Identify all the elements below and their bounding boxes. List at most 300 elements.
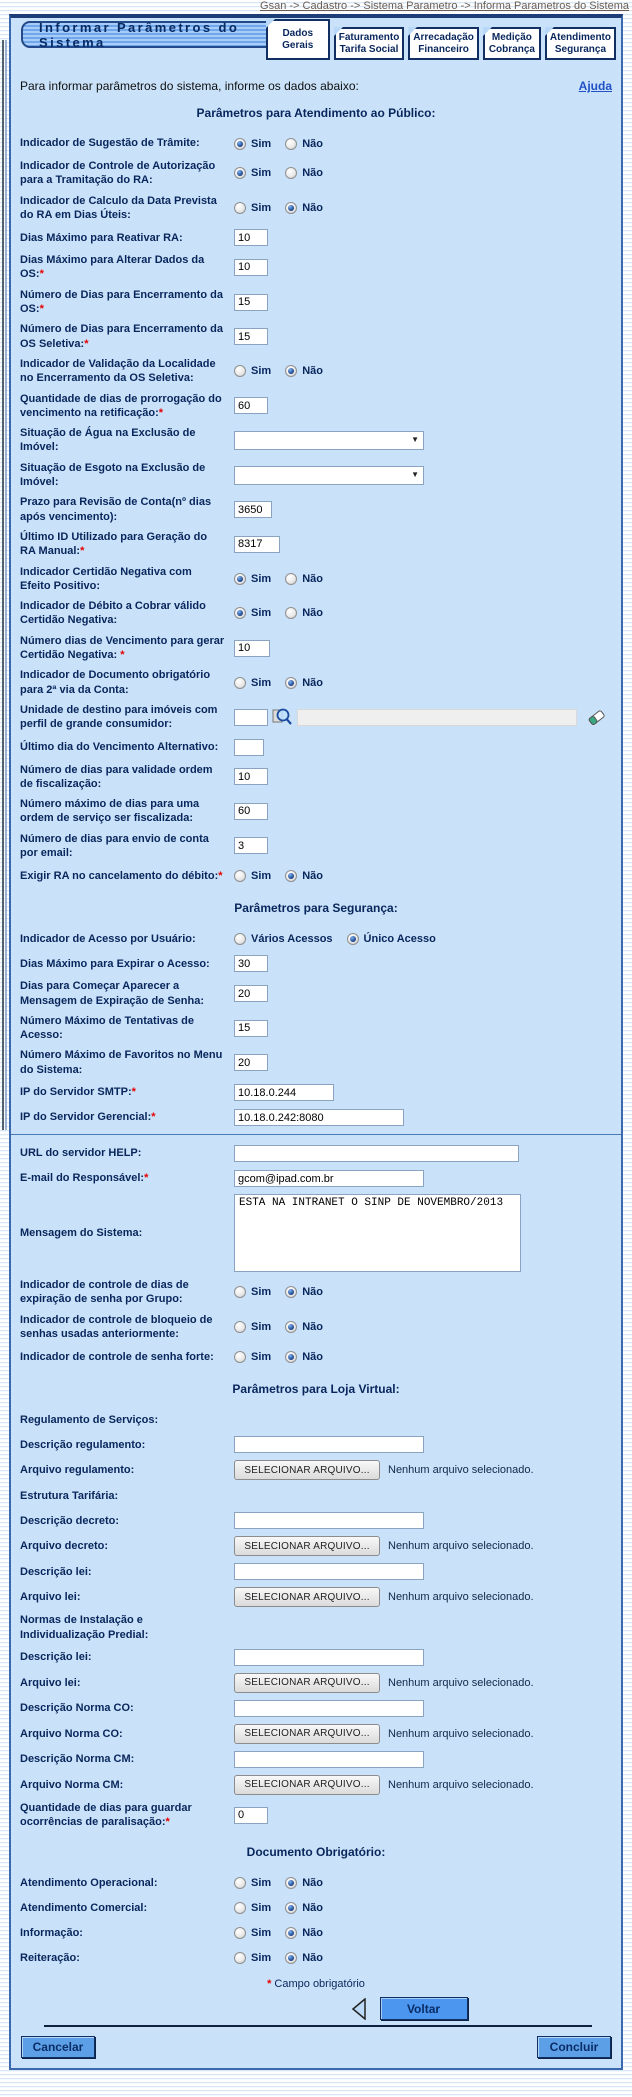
field-label-text: Descrição lei: bbox=[20, 1565, 92, 1578]
field-label-text: Informação: bbox=[20, 1926, 83, 1939]
field-label-text: Número máximo de dias para uma ordem de serviço ser fiscalizada: bbox=[20, 798, 200, 825]
field-label bbox=[20, 1951, 225, 1965]
text-input[interactable] bbox=[234, 259, 268, 276]
form-row bbox=[14, 354, 618, 389]
field-label bbox=[20, 357, 225, 386]
form-row bbox=[14, 423, 618, 458]
form-row bbox=[14, 562, 618, 597]
required-asterisk: * bbox=[131, 1086, 136, 1099]
form-row bbox=[14, 700, 618, 735]
radio-label: Não bbox=[302, 137, 323, 150]
required-asterisk: * bbox=[144, 1172, 149, 1185]
system-message-textarea[interactable] bbox=[234, 1194, 521, 1272]
field-label-text: E-mail do Responsável: bbox=[20, 1172, 145, 1185]
required-asterisk: * bbox=[165, 1816, 170, 1829]
text-input[interactable] bbox=[234, 803, 268, 820]
frame-border-left bbox=[2, 40, 4, 1130]
radio-button[interactable] bbox=[285, 1321, 297, 1333]
form-row bbox=[14, 1721, 618, 1747]
radio-button[interactable] bbox=[234, 573, 246, 585]
field-control bbox=[234, 294, 268, 311]
field-control bbox=[234, 1170, 424, 1187]
search-icon[interactable] bbox=[272, 707, 293, 727]
unit-code-input[interactable] bbox=[234, 709, 268, 726]
form-row bbox=[14, 665, 618, 700]
field-control bbox=[234, 607, 337, 619]
field-label-text: URL do servidor HELP: bbox=[20, 1147, 142, 1160]
field-label bbox=[20, 703, 225, 732]
file-status-text: Nenhum arquivo selecionado. bbox=[388, 1727, 534, 1740]
section-title: Parâmetros para Segurança: bbox=[234, 901, 398, 916]
form-row bbox=[14, 1610, 618, 1645]
field-control bbox=[234, 202, 337, 214]
select-file-button[interactable]: SELECIONAR ARQUIVO... bbox=[234, 1775, 380, 1795]
section-header bbox=[14, 1845, 618, 1859]
field-control bbox=[234, 167, 337, 179]
form-row bbox=[14, 951, 618, 976]
field-label bbox=[20, 159, 225, 188]
form-row bbox=[14, 596, 618, 631]
form-row bbox=[14, 1275, 618, 1310]
radio-label: Não bbox=[302, 1350, 323, 1363]
form-row bbox=[14, 829, 618, 864]
field-label bbox=[20, 1676, 225, 1690]
form-row bbox=[14, 760, 618, 795]
text-input[interactable] bbox=[234, 1807, 268, 1824]
form-row bbox=[14, 1310, 618, 1345]
radio-button[interactable] bbox=[285, 607, 297, 619]
field-label bbox=[20, 426, 225, 455]
select-value bbox=[235, 471, 238, 483]
radio-label: Sim bbox=[251, 572, 272, 585]
form-row bbox=[14, 1191, 618, 1275]
form-row bbox=[14, 319, 618, 354]
radio-label: Sim bbox=[251, 1320, 272, 1333]
file-status-text: Nenhum arquivo selecionado. bbox=[388, 1540, 534, 1553]
field-control bbox=[234, 1194, 521, 1272]
text-input[interactable] bbox=[234, 1145, 519, 1162]
field-label-text: Número Máximo de Favoritos no Menu do Sistema: bbox=[20, 1049, 223, 1076]
text-input[interactable] bbox=[234, 1751, 424, 1768]
section-title: Documento Obrigatório: bbox=[246, 1845, 386, 1860]
text-input[interactable] bbox=[234, 955, 268, 972]
text-input[interactable] bbox=[234, 1020, 268, 1037]
tab-atendimento-seguranca[interactable] bbox=[545, 27, 616, 60]
text-input[interactable] bbox=[234, 1436, 424, 1453]
field-control bbox=[234, 640, 270, 657]
radio-button[interactable] bbox=[234, 1321, 246, 1333]
form-row bbox=[14, 1105, 618, 1130]
radio-button[interactable] bbox=[285, 1286, 297, 1298]
field-label-text: Regulamento de Serviços: bbox=[20, 1413, 159, 1426]
form-row bbox=[14, 1584, 618, 1610]
select-file-button[interactable]: SELECIONAR ARQUIVO... bbox=[234, 1460, 380, 1480]
field-control bbox=[234, 1927, 337, 1939]
text-input[interactable] bbox=[234, 1649, 424, 1666]
radio-button[interactable] bbox=[285, 1877, 297, 1889]
form-row bbox=[14, 1798, 618, 1833]
tab-label: Segurança bbox=[554, 43, 607, 55]
form-row bbox=[14, 250, 618, 285]
form-row bbox=[14, 191, 618, 226]
radio-label: Não bbox=[302, 869, 323, 882]
file-status-text: Nenhum arquivo selecionado. bbox=[388, 1464, 534, 1477]
form-row bbox=[14, 1432, 618, 1457]
field-label bbox=[20, 1701, 225, 1715]
text-input[interactable] bbox=[234, 768, 268, 785]
file-status-text: Nenhum arquivo selecionado. bbox=[388, 1591, 534, 1604]
select-file-button[interactable]: SELECIONAR ARQUIVO... bbox=[234, 1673, 380, 1693]
radio-button[interactable] bbox=[234, 1286, 246, 1298]
field-label-text: Descrição decreto: bbox=[20, 1514, 120, 1527]
field-label-text: Indicador de controle de dias de expiração de senha por Grupo: bbox=[20, 1279, 189, 1306]
field-control bbox=[234, 1145, 519, 1162]
field-label bbox=[20, 1801, 225, 1830]
radio-button[interactable] bbox=[234, 138, 246, 150]
field-label bbox=[20, 1727, 225, 1741]
field-control bbox=[234, 985, 268, 1002]
radio-button[interactable] bbox=[234, 933, 246, 945]
help-link[interactable]: Ajuda bbox=[578, 79, 612, 93]
text-input[interactable] bbox=[234, 1512, 424, 1529]
voltar-button[interactable]: Voltar bbox=[380, 1997, 468, 2020]
radio-button[interactable] bbox=[234, 677, 246, 689]
radio-button[interactable] bbox=[234, 1351, 246, 1363]
radio-button[interactable] bbox=[234, 202, 246, 214]
form-row bbox=[14, 1696, 618, 1721]
field-label bbox=[20, 1438, 225, 1452]
field-label-text: Situação de Água na Exclusão de Imóvel: bbox=[20, 427, 196, 454]
text-input[interactable] bbox=[234, 1170, 424, 1187]
field-control bbox=[234, 1436, 424, 1453]
field-label bbox=[20, 392, 225, 421]
field-control bbox=[234, 259, 268, 276]
form-row bbox=[14, 131, 618, 156]
field-control bbox=[234, 933, 450, 945]
field-control bbox=[234, 1807, 268, 1824]
text-input[interactable] bbox=[234, 229, 268, 246]
field-label bbox=[20, 1463, 225, 1477]
field-label-text: Número dias de Vencimento para gerar Certidão Negativa: bbox=[20, 634, 225, 662]
field-label bbox=[20, 599, 225, 628]
tab-bar bbox=[266, 19, 616, 60]
radio-label: Sim bbox=[251, 1901, 272, 1914]
form-row bbox=[14, 1457, 618, 1483]
radio-button[interactable] bbox=[285, 167, 297, 179]
field-control bbox=[234, 1775, 534, 1795]
radio-label: Sim bbox=[251, 201, 272, 214]
section-divider bbox=[11, 1134, 621, 1135]
tab-dados-gerais[interactable] bbox=[266, 19, 330, 60]
select-file-button[interactable]: SELECIONAR ARQUIVO... bbox=[234, 1536, 380, 1556]
text-input[interactable] bbox=[234, 294, 268, 311]
form-row bbox=[14, 1772, 618, 1798]
field-label bbox=[20, 832, 225, 861]
tab-faturamento-tarifa-social[interactable] bbox=[334, 27, 405, 60]
required-asterisk: * bbox=[267, 1978, 272, 1991]
required-note-text: Campo obrigatório bbox=[274, 1978, 365, 1991]
field-control bbox=[234, 707, 606, 727]
form-rows bbox=[14, 106, 618, 1970]
field-label bbox=[20, 797, 225, 826]
field-label bbox=[20, 1171, 225, 1185]
radio-label: Sim bbox=[251, 607, 272, 620]
radio-button[interactable] bbox=[234, 1927, 246, 1939]
field-label bbox=[20, 932, 225, 946]
tab-medicao-cobranca[interactable] bbox=[483, 27, 541, 60]
radio-label: Sim bbox=[251, 1951, 272, 1964]
radio-label: Não bbox=[302, 572, 323, 585]
field-control bbox=[234, 1724, 534, 1744]
field-label bbox=[20, 1926, 225, 1940]
field-control bbox=[234, 768, 268, 785]
text-input[interactable] bbox=[234, 501, 272, 518]
tab-label: Arrecadação bbox=[413, 31, 474, 43]
field-control bbox=[234, 328, 268, 345]
radio-button[interactable] bbox=[234, 1952, 246, 1964]
field-control bbox=[234, 739, 264, 756]
tab-arrecadacao-financeiro[interactable] bbox=[408, 27, 479, 60]
field-control bbox=[234, 1649, 424, 1666]
radio-button[interactable] bbox=[234, 167, 246, 179]
radio-button[interactable] bbox=[285, 573, 297, 585]
field-control bbox=[234, 1700, 424, 1717]
radio-label: Único Acesso bbox=[363, 932, 436, 945]
text-input[interactable] bbox=[234, 837, 268, 854]
radio-button[interactable] bbox=[285, 870, 297, 882]
radio-button[interactable] bbox=[285, 1902, 297, 1914]
field-label-text: Dias Máximo para Reativar RA: bbox=[20, 231, 183, 244]
tab-label: Cobrança bbox=[488, 43, 535, 55]
chevron-down-icon: ▼ bbox=[411, 434, 419, 444]
field-label-text: Indicador de Calculo da Data Prevista do RA em Dias Úteis: bbox=[20, 194, 217, 221]
radio-label: Não bbox=[302, 1951, 323, 1964]
radio-label: Sim bbox=[251, 1350, 272, 1363]
field-label-text: Atendimento Comercial: bbox=[20, 1901, 148, 1914]
radio-label: Não bbox=[302, 1876, 323, 1889]
radio-label: Sim bbox=[251, 1876, 272, 1889]
radio-button[interactable] bbox=[234, 1877, 246, 1889]
form-row bbox=[14, 976, 618, 1011]
field-control bbox=[234, 365, 337, 377]
breadcrumb-trail-link[interactable]: Gsan -> Cadastro -> Sistema Parametro -> Informa Parametros do Sistema bbox=[260, 0, 629, 12]
radio-button[interactable] bbox=[234, 607, 246, 619]
text-input[interactable] bbox=[234, 985, 268, 1002]
field-label-text: Descrição Norma CM: bbox=[20, 1753, 135, 1766]
field-control bbox=[234, 431, 424, 450]
field-label-text: Estrutura Tarifária: bbox=[20, 1489, 119, 1502]
field-control bbox=[234, 677, 337, 689]
field-label bbox=[20, 1278, 225, 1307]
field-label bbox=[20, 1350, 225, 1364]
field-label-text: Reiteração: bbox=[20, 1951, 80, 1964]
field-label bbox=[20, 1590, 225, 1604]
radio-label: Sim bbox=[251, 167, 272, 180]
cancel-button[interactable]: Cancelar bbox=[21, 2036, 95, 2058]
radio-button[interactable] bbox=[285, 138, 297, 150]
field-label bbox=[20, 1048, 225, 1077]
radio-button[interactable] bbox=[285, 365, 297, 377]
select-dropdown[interactable] bbox=[234, 431, 424, 450]
text-input[interactable] bbox=[234, 536, 280, 553]
back-row bbox=[14, 1997, 618, 2020]
field-label bbox=[20, 1876, 225, 1890]
field-control bbox=[234, 1512, 424, 1529]
field-label bbox=[20, 1752, 225, 1766]
field-label bbox=[20, 1226, 225, 1240]
radio-label: Não bbox=[302, 365, 323, 378]
radio-label: Não bbox=[302, 1901, 323, 1914]
field-control bbox=[234, 573, 337, 585]
text-input[interactable] bbox=[234, 1563, 424, 1580]
text-input[interactable] bbox=[234, 640, 270, 657]
text-input[interactable] bbox=[234, 328, 268, 345]
text-input[interactable] bbox=[234, 1109, 404, 1126]
form-row bbox=[14, 1483, 618, 1508]
radio-button[interactable] bbox=[285, 1927, 297, 1939]
form-row bbox=[14, 458, 618, 493]
field-label-text: Indicador de controle de senha forte: bbox=[20, 1350, 214, 1363]
field-control bbox=[234, 466, 424, 485]
text-input[interactable] bbox=[234, 1054, 268, 1071]
tab-label: Dados bbox=[282, 27, 314, 39]
radio-button[interactable] bbox=[234, 870, 246, 882]
back-arrow-icon[interactable] bbox=[350, 1998, 366, 2020]
section-header bbox=[14, 901, 618, 915]
text-input[interactable] bbox=[234, 397, 268, 414]
form-row bbox=[14, 1920, 618, 1945]
tab-label: Faturamento bbox=[338, 31, 400, 43]
header-row bbox=[14, 18, 618, 66]
form-row bbox=[14, 1141, 618, 1166]
field-control bbox=[234, 1020, 268, 1037]
select-file-button[interactable]: SELECIONAR ARQUIVO... bbox=[234, 1587, 380, 1607]
conclude-button[interactable]: Concluir bbox=[537, 2036, 611, 2058]
field-label-text: Mensagem do Sistema: bbox=[20, 1226, 143, 1239]
field-control bbox=[234, 1054, 268, 1071]
radio-button[interactable] bbox=[234, 1902, 246, 1914]
field-label-text: Último dia do Vencimento Alternativo: bbox=[20, 740, 219, 753]
required-asterisk: * bbox=[151, 1111, 156, 1124]
field-control bbox=[234, 1952, 337, 1964]
field-label bbox=[20, 668, 225, 697]
section-title: Parâmetros para Loja Virtual: bbox=[232, 1382, 400, 1397]
field-label-text: Indicador de Débito a Cobrar válido Certidão Negativa: bbox=[20, 600, 206, 627]
field-label bbox=[20, 1613, 225, 1642]
field-label bbox=[20, 194, 225, 223]
field-control bbox=[234, 1587, 534, 1607]
radio-label: Não bbox=[302, 607, 323, 620]
form-row bbox=[14, 1670, 618, 1696]
field-control bbox=[234, 536, 280, 553]
text-input[interactable] bbox=[234, 1084, 334, 1101]
field-label-text: Indicador de Validação da Localidade no Encerramento da OS Seletiva: bbox=[20, 357, 216, 385]
field-label-text: IP do Servidor Gerencial: bbox=[20, 1111, 152, 1124]
form-row bbox=[14, 1747, 618, 1772]
form-row bbox=[14, 1895, 618, 1920]
field-label bbox=[20, 1565, 225, 1579]
radio-button[interactable] bbox=[285, 677, 297, 689]
field-label bbox=[20, 1489, 225, 1503]
field-control bbox=[234, 501, 272, 518]
form-row bbox=[14, 492, 618, 527]
field-label bbox=[20, 495, 225, 524]
field-label-text: IP do Servidor SMTP: bbox=[20, 1086, 132, 1099]
field-label-text: Último ID Utilizado para Geração do RA Manual: bbox=[20, 530, 208, 558]
eraser-icon[interactable] bbox=[587, 708, 606, 727]
text-input[interactable] bbox=[234, 739, 264, 756]
radio-label: Sim bbox=[251, 137, 272, 150]
radio-button[interactable] bbox=[347, 933, 359, 945]
select-dropdown[interactable] bbox=[234, 466, 424, 485]
main-panel bbox=[9, 14, 623, 2070]
footer-buttons bbox=[14, 2027, 618, 2058]
radio-label: Não bbox=[302, 1320, 323, 1333]
field-label bbox=[20, 1014, 225, 1043]
field-label-text: Unidade de destino para imóveis com perfil de grande consumidor: bbox=[20, 703, 218, 731]
radio-label: Sim bbox=[251, 676, 272, 689]
form-row bbox=[14, 794, 618, 829]
tab-label: Gerais bbox=[282, 39, 314, 51]
field-label bbox=[20, 1413, 225, 1427]
field-label-text: Dias Máximo para Expirar o Acesso: bbox=[20, 957, 210, 970]
intro-text: Para informar parâmetros do sistema, informe os dados abaixo: bbox=[20, 79, 359, 93]
field-label bbox=[20, 869, 225, 883]
radio-button[interactable] bbox=[234, 365, 246, 377]
form-row bbox=[14, 285, 618, 320]
tab-label: Financeiro bbox=[418, 43, 469, 55]
field-label bbox=[20, 136, 225, 150]
unit-description-field bbox=[297, 709, 577, 726]
radio-label: Não bbox=[302, 676, 323, 689]
field-control bbox=[234, 1877, 337, 1889]
tab-label: Medição bbox=[491, 31, 532, 43]
field-label-text: Número de dias para envio de conta por email: bbox=[20, 832, 209, 859]
field-label-text: Quantidade de dias para guardar ocorrências de paralisação: bbox=[20, 1801, 192, 1829]
radio-button[interactable] bbox=[285, 1952, 297, 1964]
field-control bbox=[234, 1563, 424, 1580]
radio-button[interactable] bbox=[285, 1351, 297, 1363]
field-label-text: Arquivo decreto: bbox=[20, 1540, 109, 1553]
required-asterisk: * bbox=[39, 268, 44, 281]
text-input[interactable] bbox=[234, 1700, 424, 1717]
field-label-text: Indicador de Controle de Autorização para a Tramitação do RA: bbox=[20, 160, 216, 187]
field-label bbox=[20, 979, 225, 1008]
radio-label: Não bbox=[302, 1926, 323, 1939]
form-row bbox=[14, 1166, 618, 1191]
field-label bbox=[20, 1146, 225, 1160]
field-label bbox=[20, 740, 225, 754]
field-label-text: Descrição lei: bbox=[20, 1651, 92, 1664]
section-header bbox=[14, 106, 618, 120]
tab-label: Tarifa Social bbox=[339, 43, 399, 55]
select-file-button[interactable]: SELECIONAR ARQUIVO... bbox=[234, 1724, 380, 1744]
field-label-text: Dias para Começar Aparecer a Mensagem de Expiração de Senha: bbox=[20, 980, 205, 1007]
radio-label: Sim bbox=[251, 1926, 272, 1939]
form-row bbox=[14, 1508, 618, 1533]
radio-label: Não bbox=[302, 201, 323, 214]
form-row bbox=[14, 1011, 618, 1046]
field-label-text: Normas de Instalação e Individualização Predial: bbox=[20, 1614, 149, 1641]
field-label-text: Indicador de Documento obrigatório para 2ª via da Conta: bbox=[20, 669, 211, 696]
radio-label: Vários Acessos bbox=[251, 932, 333, 945]
intro-row bbox=[20, 79, 612, 93]
form-row bbox=[14, 1080, 618, 1105]
form-row bbox=[14, 527, 618, 562]
field-control bbox=[234, 138, 337, 150]
field-label bbox=[20, 1085, 225, 1099]
radio-button[interactable] bbox=[285, 202, 297, 214]
